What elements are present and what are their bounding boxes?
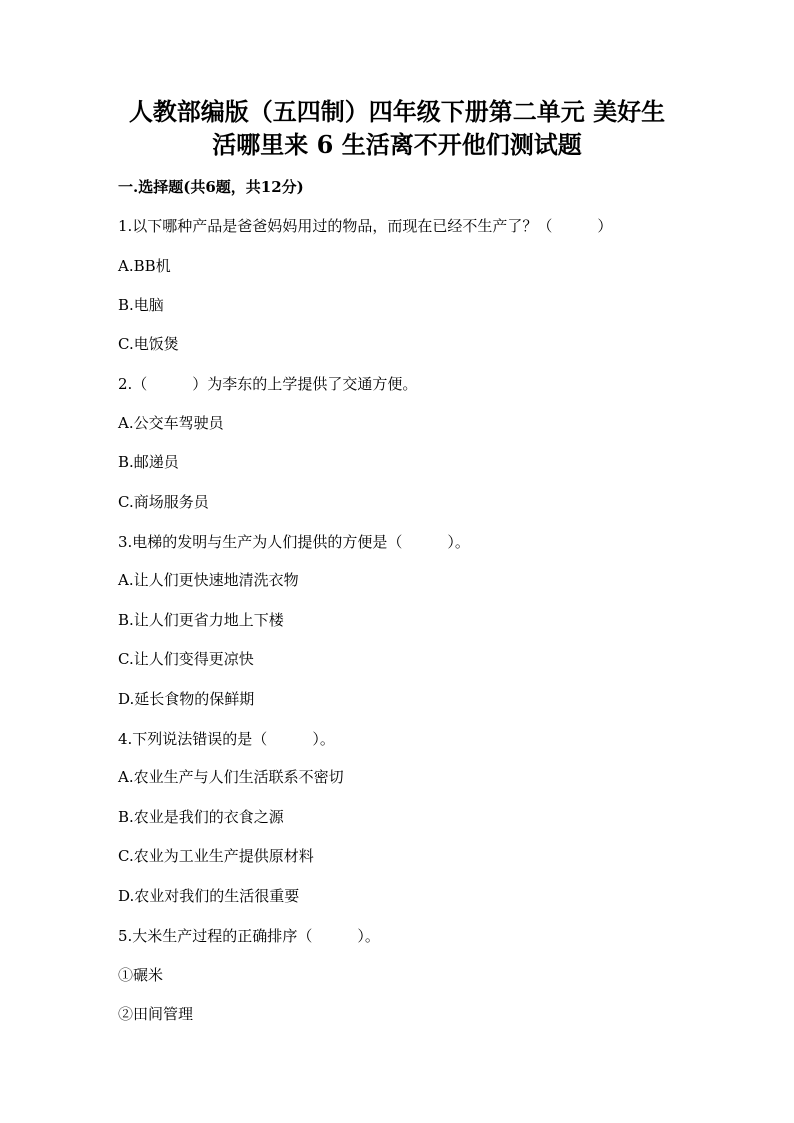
q4-option-b: B.农业是我们的衣食之源 [118, 808, 284, 826]
q5-item-1: ①碾米 [118, 966, 164, 984]
q1-option-c: C.电饭煲 [118, 335, 179, 353]
question-2: 2.（ ）为李东的上学提供了交通方便。 [118, 375, 418, 393]
q4-option-d: D.农业对我们的生活很重要 [118, 887, 300, 905]
q2-option-b: B.邮递员 [118, 453, 179, 471]
q5-item-2: ②田间管理 [118, 1005, 194, 1023]
page-title-line-2: 活哪里来 6 生活离不开他们测试题 [212, 130, 582, 159]
q4-option-c: C.农业为工业生产提供原材料 [118, 847, 314, 865]
q1-option-a: A.BB机 [118, 257, 171, 275]
q4-option-a: A.农业生产与人们生活联系不密切 [118, 768, 344, 786]
q1-option-b: B.电脑 [118, 296, 164, 314]
question-4: 4.下列说法错误的是（ ）。 [118, 730, 335, 748]
question-5: 5.大米生产过程的正确排序（ ）。 [118, 927, 380, 945]
q3-option-b: B.让人们更省力地上下楼 [118, 611, 284, 629]
question-1: 1.以下哪种产品是爸爸妈妈用过的物品，而现在已经不生产了？（ ） [118, 217, 613, 235]
q3-option-d: D.延长食物的保鲜期 [118, 690, 255, 708]
section-heading: 一.选择题(共6题，共12分) [118, 178, 304, 196]
question-3: 3.电梯的发明与生产为人们提供的方便是（ ）。 [118, 533, 470, 551]
q2-option-a: A.公交车驾驶员 [118, 414, 224, 432]
q3-option-a: A.让人们更快速地清洗衣物 [118, 571, 299, 589]
page-title-line-1: 人教部编版（五四制）四年级下册第二单元 美好生 [128, 97, 666, 126]
q2-option-c: C.商场服务员 [118, 493, 209, 511]
q3-option-c: C.让人们变得更凉快 [118, 650, 254, 668]
